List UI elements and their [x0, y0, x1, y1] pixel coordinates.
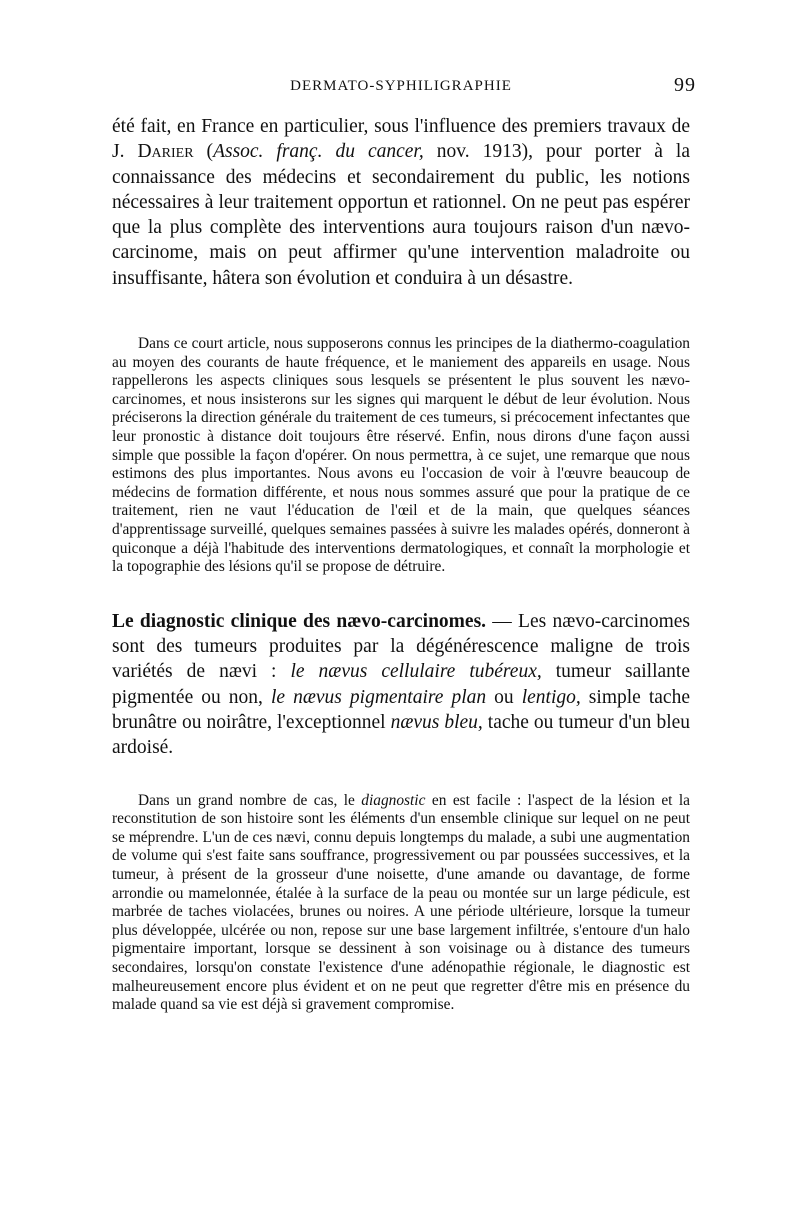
- italic-term: diagnostic: [361, 791, 426, 809]
- italic-term: lentigo,: [521, 686, 581, 708]
- paragraph-introduction: Dans ce court article, nous supposerons connus les principes de la diathermo-coagulation au moyen des courants de haute fréquence, et le maniement des appareils en usage. Nous rappellerons les aspects cliniques sous lesquels se présentent le plus souvent les nævo-carcinomes, et nous insisterons sur les signes qui marquent le début de leur évolution. Nous préciserons la direction générale du traitement de ces tumeurs, si précocement infectantes que leur pronostic à distance doit toujours être réservé. Enfin, nous dirons d'une façon aussi simple que possible la façon d'opérer. On nous permettra, à ce sujet, une remarque que nous estimons des plus importantes. Nous avons eu l'occasion de voir à l'œuvre beaucoup de médecins de formation différente, et nous nous sommes assuré que pour la pratique de ce traitement, rien ne vaut l'éducation de l'œil et de la main, que quelques séances d'apprentissage surveillé, quelques semaines passées à suivre les malades opérés, donneront à quiconque a déjà l'habitude des interventions dermatologiques, et connaît la morphologie et la topographie des lésions qu'il se propose de détruire.: [112, 335, 690, 576]
- text-run: tache ou tumeur d'un bleu ardoisé.: [112, 711, 691, 759]
- text-run: nov. 1913), pour porter à la connaissance des médecins et secondairement du public, les notions nécessaires à leur traitement opportun et rationnel. On ne peut pas espérer que la plus complète des interventions aura toujours raison d'un nævo-carcinome, mais on peut affirmer qu'une intervention maladroite ou insuffisante, hâtera son évolution et conduira à un désastre.: [112, 141, 690, 289]
- running-title: DERMATO-SYPHILIGRAPHIE: [290, 78, 512, 94]
- page-number: 99: [674, 74, 696, 96]
- text-run: été fait, en France en particulier, sous l'influence des premiers travaux de J.: [112, 116, 690, 163]
- document-page: [112, 72, 696, 1015]
- journal-citation: Assoc. franç. du cancer,: [213, 141, 424, 163]
- text-run: en est facile : l'aspect de la lésion et la reconstitution de son histoire sont les éléments d'un ensemble clinique sur lequel on ne peut se méprendre. L'un de ces nævi, connu depuis longtemps du malade, a subi une augmentation de volume qui s'est faite sans souffrance, progressivement ou par poussées successives, et la tumeur, à présent de la grosseur d'une noisette, d'une amande ou davantage, de forme arrondie ou mamelonnée, étalée à la surface de la peau ou montée sur un large pédicule, est marbrée de taches violacées, brunes ou noires. A une période ultérieure, lorsque la tumeur plus développée, ulcérée ou non, repose sur une base largement infiltrée, s'entoure d'un halo pigmentaire important, lorsque se dessinent à son voisinage ou à distance des tumeurs secondaires, lorsqu'on constate l'existence d'une adénopathie régionale, le diagnostic est malheureusement encore plus évident et on ne peut que regretter d'être mis en présence du malade quand sa vie est déjà si gravement compromise.: [112, 791, 690, 1014]
- text-run: (: [193, 141, 214, 163]
- section-heading: Le diagnostic clinique des nævo-carcinomes.: [112, 610, 487, 632]
- text-run: ou: [486, 686, 522, 708]
- text-run: Dans un grand nombre de cas, le: [138, 791, 362, 809]
- italic-term: nævus bleu,: [390, 711, 483, 733]
- paragraph-continuation: [112, 114, 690, 291]
- author-name: Darier: [137, 141, 194, 163]
- paragraph-diagnostic-detail: [112, 792, 690, 1015]
- text-run: tumeur saillante pigmentée ou non,: [112, 661, 690, 708]
- italic-term: le nævus cellulaire tubéreux,: [290, 661, 542, 683]
- paragraph-section-diagnostic: [112, 609, 690, 761]
- italic-term: le nævus pigmentaire plan: [270, 686, 487, 708]
- text-run: — Les nævo-carcinomes sont des tumeurs produites par la dégénérescence maligne de trois variétés de nævi :: [112, 610, 690, 683]
- text-run: simple tache brunâtre ou noirâtre, l'exceptionnel: [112, 686, 690, 733]
- running-head: [112, 72, 696, 102]
